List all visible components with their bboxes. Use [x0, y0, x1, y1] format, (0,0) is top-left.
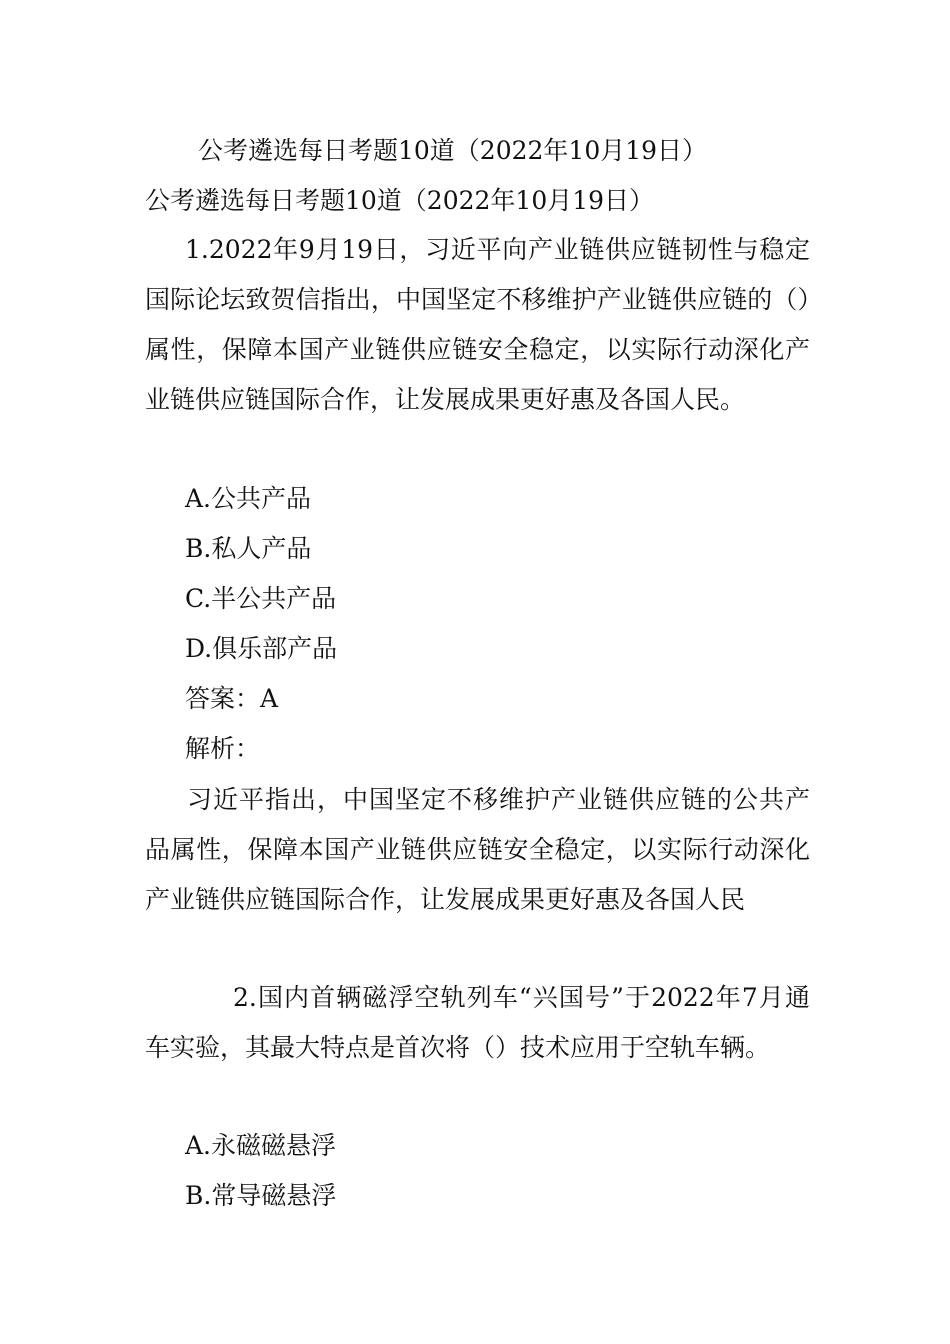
question-1-option-a: A.公共产品: [185, 484, 312, 513]
question-1-stem: 1.2022年9月19日，习近平向产业链供应链韧性与稳定国际论坛致贺信指出，中国坚定不移维护产业链供应链的（）属性，保障本国产业链供应链安全稳定，以实际行动深化产业链供应链国际合作，让发展成果更好惠及各国人民。: [145, 235, 810, 414]
question-1-option-b: B.私人产品: [185, 534, 312, 563]
question-2-stem: 2.国内首辆磁浮空轨列车“兴国号”于2022年7月通车实验，其最大特点是首次将（）技术应用于空轨车辆。: [145, 983, 810, 1062]
question-1-analysis: 习近平指出，中国坚定不移维护产业链供应链的公共产品属性，保障本国产业链供应链安全稳定，以实际行动深化产业链供应链国际合作，让发展成果更好惠及各国人民: [145, 785, 810, 914]
question-1-answer: 答案：A: [185, 684, 279, 713]
question-1-analysis-label: 解析：: [185, 734, 261, 763]
document-title: 公考遴选每日考题10道（2022年10月19日）: [145, 186, 655, 215]
question-1-option-d: D.俱乐部产品: [185, 634, 338, 663]
question-2-option-a: A.永磁磁悬浮: [185, 1131, 337, 1160]
document-title-centered: 公考遴选每日考题10道（2022年10月19日）: [198, 136, 708, 165]
question-1-option-c: C.半公共产品: [185, 584, 337, 613]
question-2-option-b: B.常导磁悬浮: [185, 1181, 337, 1210]
